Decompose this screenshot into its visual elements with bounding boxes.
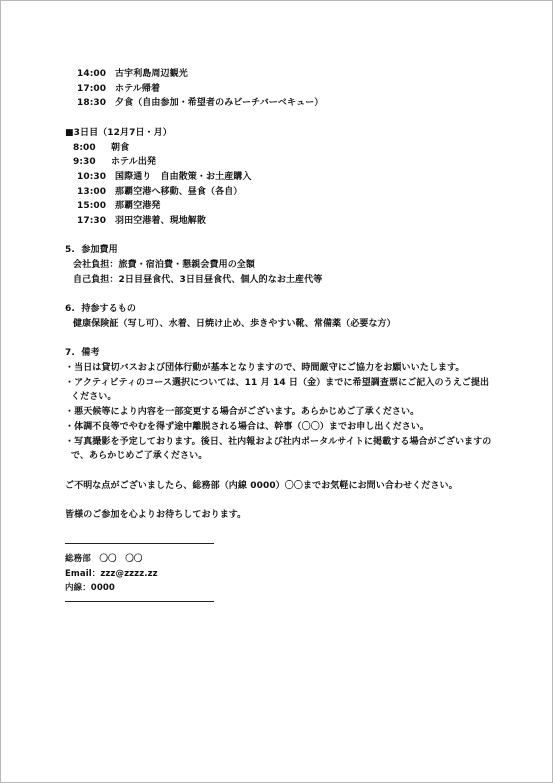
schedule-event: ホテル出発 <box>111 157 157 168</box>
remark-item: ・当日は貸切バスおよび団体行動が基本となりますので、時間厳守にご協力をお願いいたします。 <box>65 363 465 373</box>
schedule-event: 夕食（自由参加・希望者のみビーチバーベキュー） <box>115 98 324 109</box>
remark-item: ・体調不良等でやむを得ず途中離脱される場合は、幹事（〇〇）までお申し出ください。 <box>65 421 430 432</box>
schedule-time: 17:30 <box>77 216 107 227</box>
spacer <box>65 229 495 244</box>
day2-afternoon-schedule <box>65 67 495 111</box>
schedule-time: 9:30 <box>73 157 96 168</box>
spacer <box>65 493 495 508</box>
spacer <box>65 523 495 538</box>
schedule-item <box>65 170 495 185</box>
schedule-event: ホテル帰着 <box>115 83 161 94</box>
remark-item: ・写真撮影を予定しております。後日、社内報および社内ポータルサイトに掲載する場合がございますので、あらかじめご了承ください。 <box>65 436 492 462</box>
day3-schedule <box>65 126 495 229</box>
schedule-event: 古宇利島周辺観光 <box>115 69 188 79</box>
schedule-time: 18:30 <box>77 98 107 109</box>
spacer <box>65 111 495 126</box>
schedule-time: 13:00 <box>77 186 107 197</box>
schedule-item <box>65 199 495 214</box>
signature-divider-top <box>65 543 214 544</box>
schedule-time: 15:00 <box>77 201 107 212</box>
schedule-item <box>65 96 495 111</box>
schedule-item <box>65 67 495 82</box>
section-remarks <box>65 346 495 464</box>
items-line: 健康保険証（写し可）、水着、日焼け止め、歩きやすい靴、常備薬（必要な方） <box>73 318 396 329</box>
remark-item: ・アクティビティのコース選択については、11 月 14 日（金）までに希望調査票にご記入のうえご提出ください。 <box>65 377 490 403</box>
section-heading: 6. 持参するもの <box>65 304 136 315</box>
schedule-time: 10:30 <box>77 171 107 182</box>
section-items-to-bring <box>65 302 495 331</box>
schedule-item <box>65 141 495 156</box>
schedule-event: 朝食 <box>111 142 130 153</box>
schedule-item <box>65 82 495 97</box>
section-heading: 7. 備考 <box>65 348 100 359</box>
section-heading: 5. 参加費用 <box>65 245 118 256</box>
schedule-time: 8:00 <box>73 142 96 153</box>
fee-line: 自己負担：2日目昼食代、3日目昼食代、個人的なお土産代等 <box>73 274 323 285</box>
spacer <box>65 332 495 347</box>
signature-name: 総務部 〇〇 〇〇 <box>65 554 143 565</box>
schedule-item <box>65 185 495 200</box>
schedule-time: 14:00 <box>77 69 107 79</box>
signature-block <box>65 552 495 595</box>
schedule-event: 国際通り 自由散策・お土産購入 <box>115 171 252 182</box>
closing-paragraph: 皆様のご参加を心よりお待ちしております。 <box>65 510 247 520</box>
schedule-event: 羽田空港着、現地解散 <box>115 216 207 227</box>
section-participation-fee <box>65 243 495 287</box>
schedule-item <box>65 155 495 170</box>
document-body <box>65 67 495 610</box>
schedule-item <box>65 214 495 229</box>
remark-item: ・悪天候等により内容を一部変更する場合がございます。あらかじめご了承ください。 <box>65 407 420 418</box>
contact-paragraph: ご不明な点がございましたら、総務部（内線 0000）〇〇までお気軽にお問い合わせください。 <box>65 480 458 491</box>
schedule-event: 那覇空港へ移動、昼食（各自） <box>115 186 243 197</box>
signature-email: Email：zzz@zzzz.zz <box>65 568 158 579</box>
schedule-time: 17:00 <box>77 83 107 94</box>
signature-divider-bottom <box>65 601 214 602</box>
signature-extension: 内線：0000 <box>65 582 115 593</box>
spacer <box>65 464 495 479</box>
fee-line: 会社負担：旅費・宿泊費・懇親会費用の全額 <box>73 260 256 271</box>
schedule-event: 那覇空港発 <box>115 201 161 212</box>
day3-heading: ■3日目（12月7日・月） <box>65 127 172 138</box>
spacer <box>65 288 495 303</box>
